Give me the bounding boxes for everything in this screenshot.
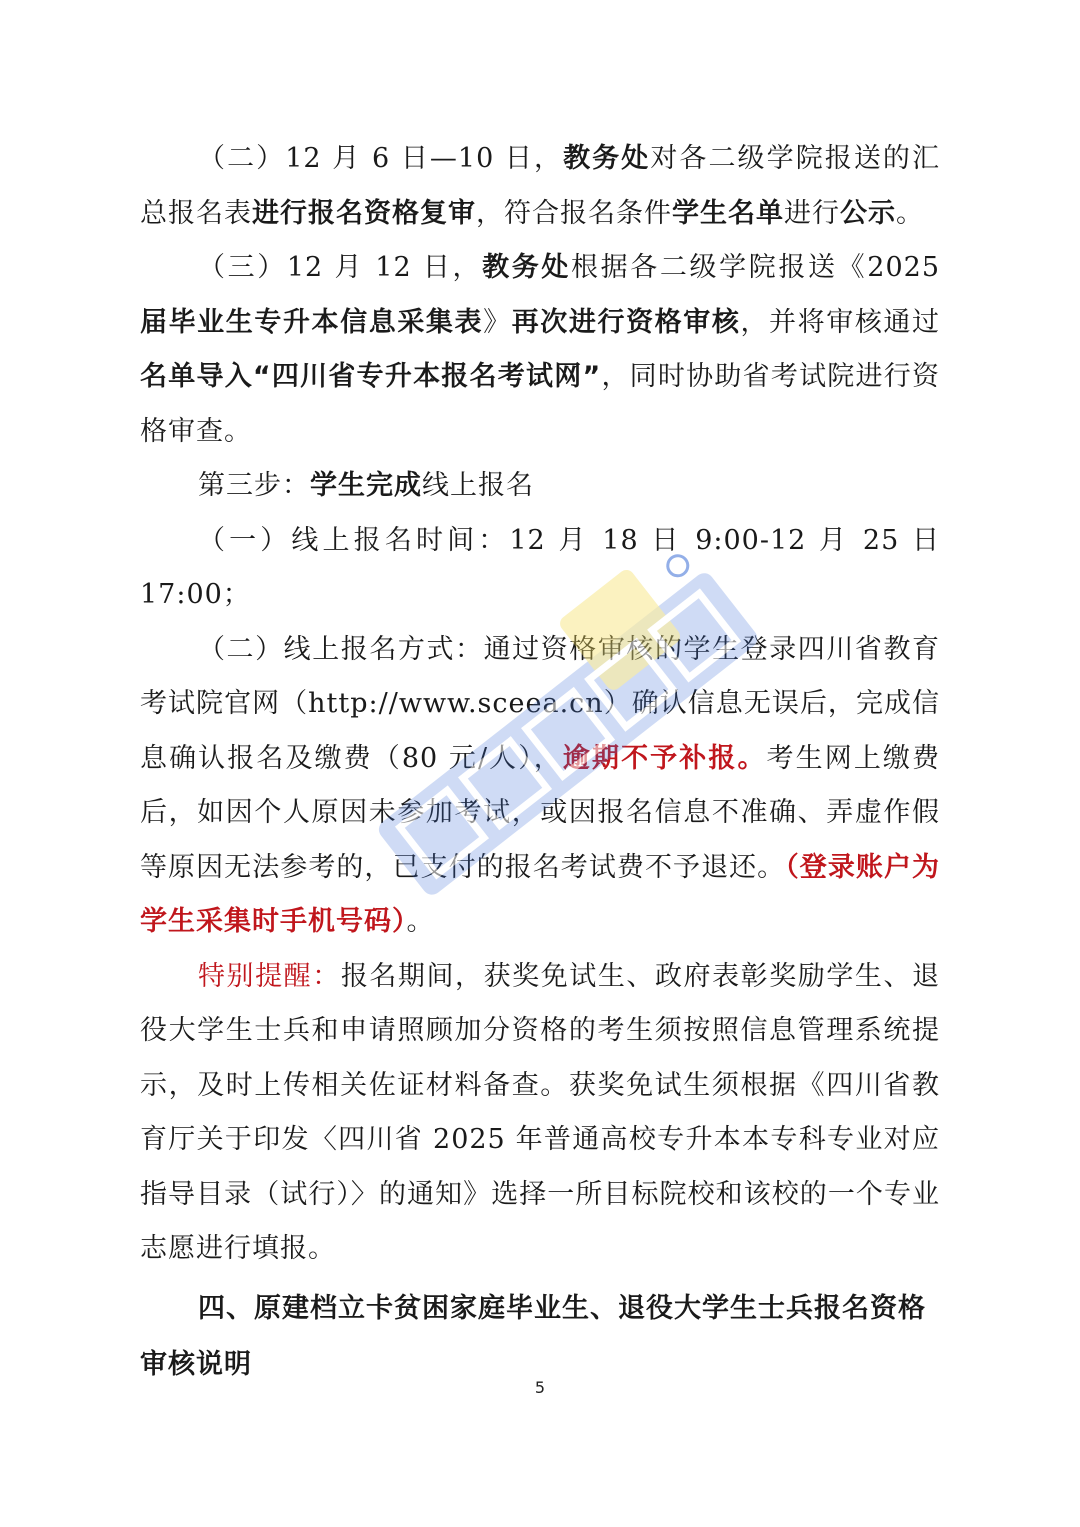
- text-segment: 进行: [784, 197, 840, 229]
- text-segment: 考生网上缴费后，如因个人原因未参加考试，或因报名信息不准确、弄虚作假等原因无法参考的，已支付的报名考试费不予退还。: [140, 742, 941, 883]
- text-segment: 线上报名: [422, 470, 534, 501]
- text-segment: 学生名单: [672, 197, 784, 229]
- text-segment: 公示: [840, 197, 896, 229]
- paragraph-special-reminder: [140, 950, 940, 1277]
- text-segment: 第三步：: [198, 470, 310, 501]
- text-segment: ，并将审核通过: [740, 306, 941, 338]
- paragraph-online-registration-method: [140, 623, 940, 950]
- text-segment: 报名期间，获奖免试生、政府表彰奖励学生、退役大学生士兵和申请照顾加分资格的考生须按照信息管理系统提示，及时上传相关佐证材料备查。获奖免试生须根据《四川省教育厅关于印发〈四川省 2025 年普通高校专升本本专科专业对应指导目录（试行）〉的通知》选择一所目标院校和该校的一个专业志愿进行填报。: [140, 960, 941, 1264]
- text-segment: 逾期不予补报。: [562, 742, 767, 774]
- text-segment: （登录账户为学生采集时手机号码）: [140, 851, 941, 937]
- text-segment: 对各二级学院报送的汇总报名表: [140, 143, 941, 229]
- text-segment: 根据各二级学院报送《2025: [571, 252, 941, 283]
- text-segment: 届毕业生专升本信息采集表: [140, 306, 484, 338]
- text-segment: （三）12 月 12 日，: [198, 252, 483, 283]
- text-segment: 名单导入“四川省专升本报名考试网”: [140, 361, 602, 392]
- paragraph-online-registration-time: [140, 514, 940, 623]
- text-segment: ，符合报名条件: [476, 197, 672, 229]
- text-segment: 学生完成: [310, 470, 422, 501]
- text-segment: 再次进行资格审核: [511, 306, 741, 338]
- document-body: [140, 132, 940, 1393]
- text-segment: 。: [406, 906, 435, 937]
- text-segment: （二）12 月 6 日—10 日，: [198, 143, 564, 174]
- text-segment: ，同时协助省考试院进行资格审查。: [140, 361, 941, 447]
- text-segment: （一）线上报名时间：12 月 18 日 9:00-12 月 25 日 17:00；: [140, 524, 940, 610]
- text-segment: 教务处: [563, 143, 651, 174]
- text-segment: 教务处: [482, 252, 572, 283]
- paragraph-review-step-2: [140, 132, 940, 241]
- section-heading-four: 四、原建档立卡贫困家庭毕业生、退役大学生士兵报名资格审核说明: [140, 1292, 926, 1380]
- text-segment: 特别提醒：: [198, 960, 341, 992]
- text-segment: （二）线上报名方式：通过资格审核的学生登录四川省教育考试院官网（http://www.sceea.cn）确认信息无误后，完成信息确认报名及缴费（80 元/人），: [140, 633, 940, 774]
- paragraph-step-three-title: [140, 459, 940, 514]
- text-segment: 。: [896, 197, 924, 229]
- text-segment: 进行报名资格复审: [252, 197, 476, 229]
- paragraph-review-step-3: [140, 241, 940, 459]
- text-segment: 》: [483, 306, 512, 338]
- page-number: 5: [534, 1378, 546, 1397]
